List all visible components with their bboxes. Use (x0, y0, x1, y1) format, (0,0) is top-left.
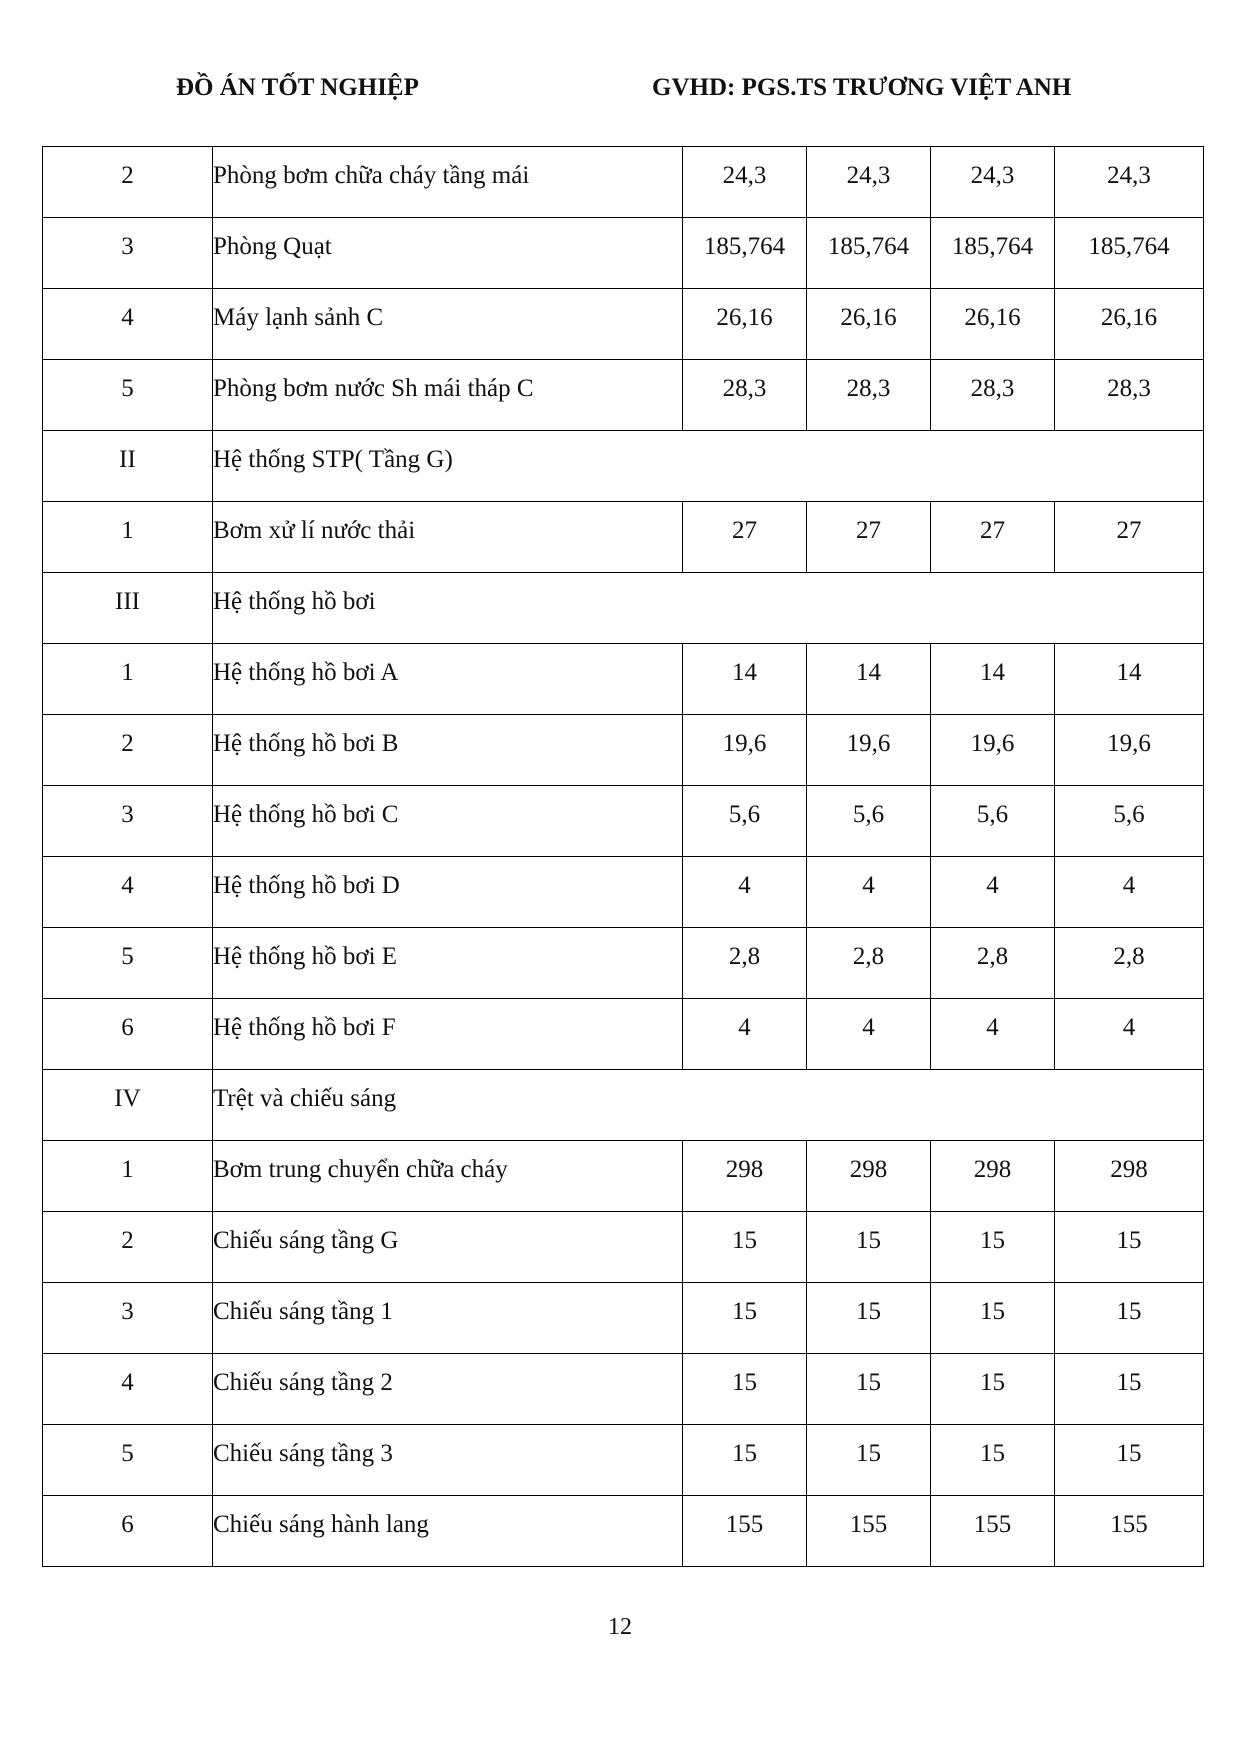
load-table (42, 146, 1204, 1567)
item-number-cell: 5 (43, 1425, 213, 1496)
table-row (43, 786, 1204, 857)
item-number-cell: 5 (43, 928, 213, 999)
value-cell: 185,764 (1055, 218, 1204, 289)
value-cell: 155 (807, 1496, 931, 1567)
value-cell: 2,8 (807, 928, 931, 999)
value-cell: 155 (683, 1496, 807, 1567)
item-number-cell: 4 (43, 1354, 213, 1425)
item-number-cell: 3 (43, 786, 213, 857)
value-cell: 28,3 (931, 360, 1055, 431)
table-row (43, 218, 1204, 289)
item-name-cell: Phòng Quạt (213, 218, 683, 289)
section-row (43, 431, 1204, 502)
item-number-cell: 2 (43, 1212, 213, 1283)
table-row (43, 147, 1204, 218)
item-name-cell: Chiếu sáng tầng 3 (213, 1425, 683, 1496)
value-cell: 15 (807, 1212, 931, 1283)
section-title-cell: Hệ thống hồ bơi (213, 573, 1204, 644)
value-cell: 27 (807, 502, 931, 573)
item-name-cell: Chiếu sáng hành lang (213, 1496, 683, 1567)
value-cell: 4 (931, 999, 1055, 1070)
value-cell: 155 (931, 1496, 1055, 1567)
value-cell: 27 (683, 502, 807, 573)
value-cell: 19,6 (931, 715, 1055, 786)
item-number-cell: 5 (43, 360, 213, 431)
item-name-cell: Chiếu sáng tầng G (213, 1212, 683, 1283)
section-row (43, 1070, 1204, 1141)
value-cell: 2,8 (1055, 928, 1204, 999)
item-number-cell: 2 (43, 715, 213, 786)
section-title-cell: Hệ thống STP( Tầng G) (213, 431, 1204, 502)
value-cell: 2,8 (931, 928, 1055, 999)
value-cell: 14 (683, 644, 807, 715)
value-cell: 4 (807, 999, 931, 1070)
value-cell: 185,764 (683, 218, 807, 289)
item-name-cell: Chiếu sáng tầng 1 (213, 1283, 683, 1354)
value-cell: 298 (1055, 1141, 1204, 1212)
value-cell: 19,6 (683, 715, 807, 786)
table-row (43, 644, 1204, 715)
item-name-cell: Phòng bơm nước Sh mái tháp C (213, 360, 683, 431)
section-title-cell: Trệt và chiếu sáng (213, 1070, 1204, 1141)
value-cell: 15 (683, 1425, 807, 1496)
value-cell: 19,6 (807, 715, 931, 786)
value-cell: 24,3 (807, 147, 931, 218)
value-cell: 298 (931, 1141, 1055, 1212)
value-cell: 155 (1055, 1496, 1204, 1567)
table-row (43, 1354, 1204, 1425)
table-row (43, 715, 1204, 786)
value-cell: 14 (1055, 644, 1204, 715)
value-cell: 15 (931, 1283, 1055, 1354)
table-row (43, 999, 1204, 1070)
value-cell: 4 (1055, 857, 1204, 928)
item-number-cell: 4 (43, 289, 213, 360)
item-name-cell: Hệ thống hồ bơi F (213, 999, 683, 1070)
section-row (43, 573, 1204, 644)
value-cell: 5,6 (807, 786, 931, 857)
value-cell: 4 (683, 999, 807, 1070)
value-cell: 27 (1055, 502, 1204, 573)
item-name-cell: Hệ thống hồ bơi A (213, 644, 683, 715)
value-cell: 27 (931, 502, 1055, 573)
table-row (43, 928, 1204, 999)
value-cell: 26,16 (931, 289, 1055, 360)
value-cell: 24,3 (683, 147, 807, 218)
value-cell: 15 (807, 1283, 931, 1354)
value-cell: 28,3 (807, 360, 931, 431)
value-cell: 26,16 (807, 289, 931, 360)
value-cell: 5,6 (1055, 786, 1204, 857)
value-cell: 15 (683, 1354, 807, 1425)
value-cell: 185,764 (931, 218, 1055, 289)
value-cell: 2,8 (683, 928, 807, 999)
item-name-cell: Bơm xử lí nước thải (213, 502, 683, 573)
value-cell: 5,6 (931, 786, 1055, 857)
item-name-cell: Hệ thống hồ bơi D (213, 857, 683, 928)
table-row (43, 1496, 1204, 1567)
item-number-cell: 3 (43, 218, 213, 289)
item-number-cell: 2 (43, 147, 213, 218)
item-name-cell: Máy lạnh sảnh C (213, 289, 683, 360)
value-cell: 298 (683, 1141, 807, 1212)
value-cell: 14 (931, 644, 1055, 715)
item-number-cell: 3 (43, 1283, 213, 1354)
section-number-cell: IV (43, 1070, 213, 1141)
value-cell: 15 (683, 1212, 807, 1283)
value-cell: 15 (931, 1425, 1055, 1496)
value-cell: 15 (1055, 1425, 1204, 1496)
value-cell: 26,16 (683, 289, 807, 360)
item-name-cell: Bơm trung chuyển chữa cháy (213, 1141, 683, 1212)
value-cell: 24,3 (931, 147, 1055, 218)
value-cell: 24,3 (1055, 147, 1204, 218)
item-name-cell: Hệ thống hồ bơi C (213, 786, 683, 857)
item-name-cell: Hệ thống hồ bơi B (213, 715, 683, 786)
table-row (43, 1425, 1204, 1496)
section-number-cell: III (43, 573, 213, 644)
value-cell: 298 (807, 1141, 931, 1212)
table-row (43, 1141, 1204, 1212)
value-cell: 15 (1055, 1212, 1204, 1283)
table-row (43, 1283, 1204, 1354)
table-row (43, 360, 1204, 431)
value-cell: 4 (1055, 999, 1204, 1070)
value-cell: 4 (807, 857, 931, 928)
document-title-left: ĐỒ ÁN TỐT NGHIỆP (176, 74, 419, 101)
table-row (43, 289, 1204, 360)
value-cell: 26,16 (1055, 289, 1204, 360)
item-number-cell: 6 (43, 999, 213, 1070)
item-number-cell: 1 (43, 502, 213, 573)
value-cell: 19,6 (1055, 715, 1204, 786)
value-cell: 15 (931, 1354, 1055, 1425)
value-cell: 15 (807, 1354, 931, 1425)
value-cell: 185,764 (807, 218, 931, 289)
table-row (43, 1212, 1204, 1283)
item-name-cell: Phòng bơm chữa cháy tầng mái (213, 147, 683, 218)
table-row (43, 857, 1204, 928)
value-cell: 15 (1055, 1354, 1204, 1425)
value-cell: 4 (931, 857, 1055, 928)
value-cell: 28,3 (1055, 360, 1204, 431)
page-number: 12 (608, 1614, 632, 1640)
value-cell: 15 (931, 1212, 1055, 1283)
value-cell: 15 (807, 1425, 931, 1496)
item-number-cell: 4 (43, 857, 213, 928)
value-cell: 28,3 (683, 360, 807, 431)
item-name-cell: Hệ thống hồ bơi E (213, 928, 683, 999)
table-row (43, 502, 1204, 573)
load-table-body (43, 147, 1204, 1567)
item-number-cell: 6 (43, 1496, 213, 1567)
advisor-header-right: GVHD: PGS.TS TRƯƠNG VIỆT ANH (652, 74, 1072, 101)
value-cell: 15 (1055, 1283, 1204, 1354)
section-number-cell: II (43, 431, 213, 502)
item-number-cell: 1 (43, 644, 213, 715)
value-cell: 15 (683, 1283, 807, 1354)
value-cell: 14 (807, 644, 931, 715)
item-name-cell: Chiếu sáng tầng 2 (213, 1354, 683, 1425)
item-number-cell: 1 (43, 1141, 213, 1212)
value-cell: 4 (683, 857, 807, 928)
value-cell: 5,6 (683, 786, 807, 857)
